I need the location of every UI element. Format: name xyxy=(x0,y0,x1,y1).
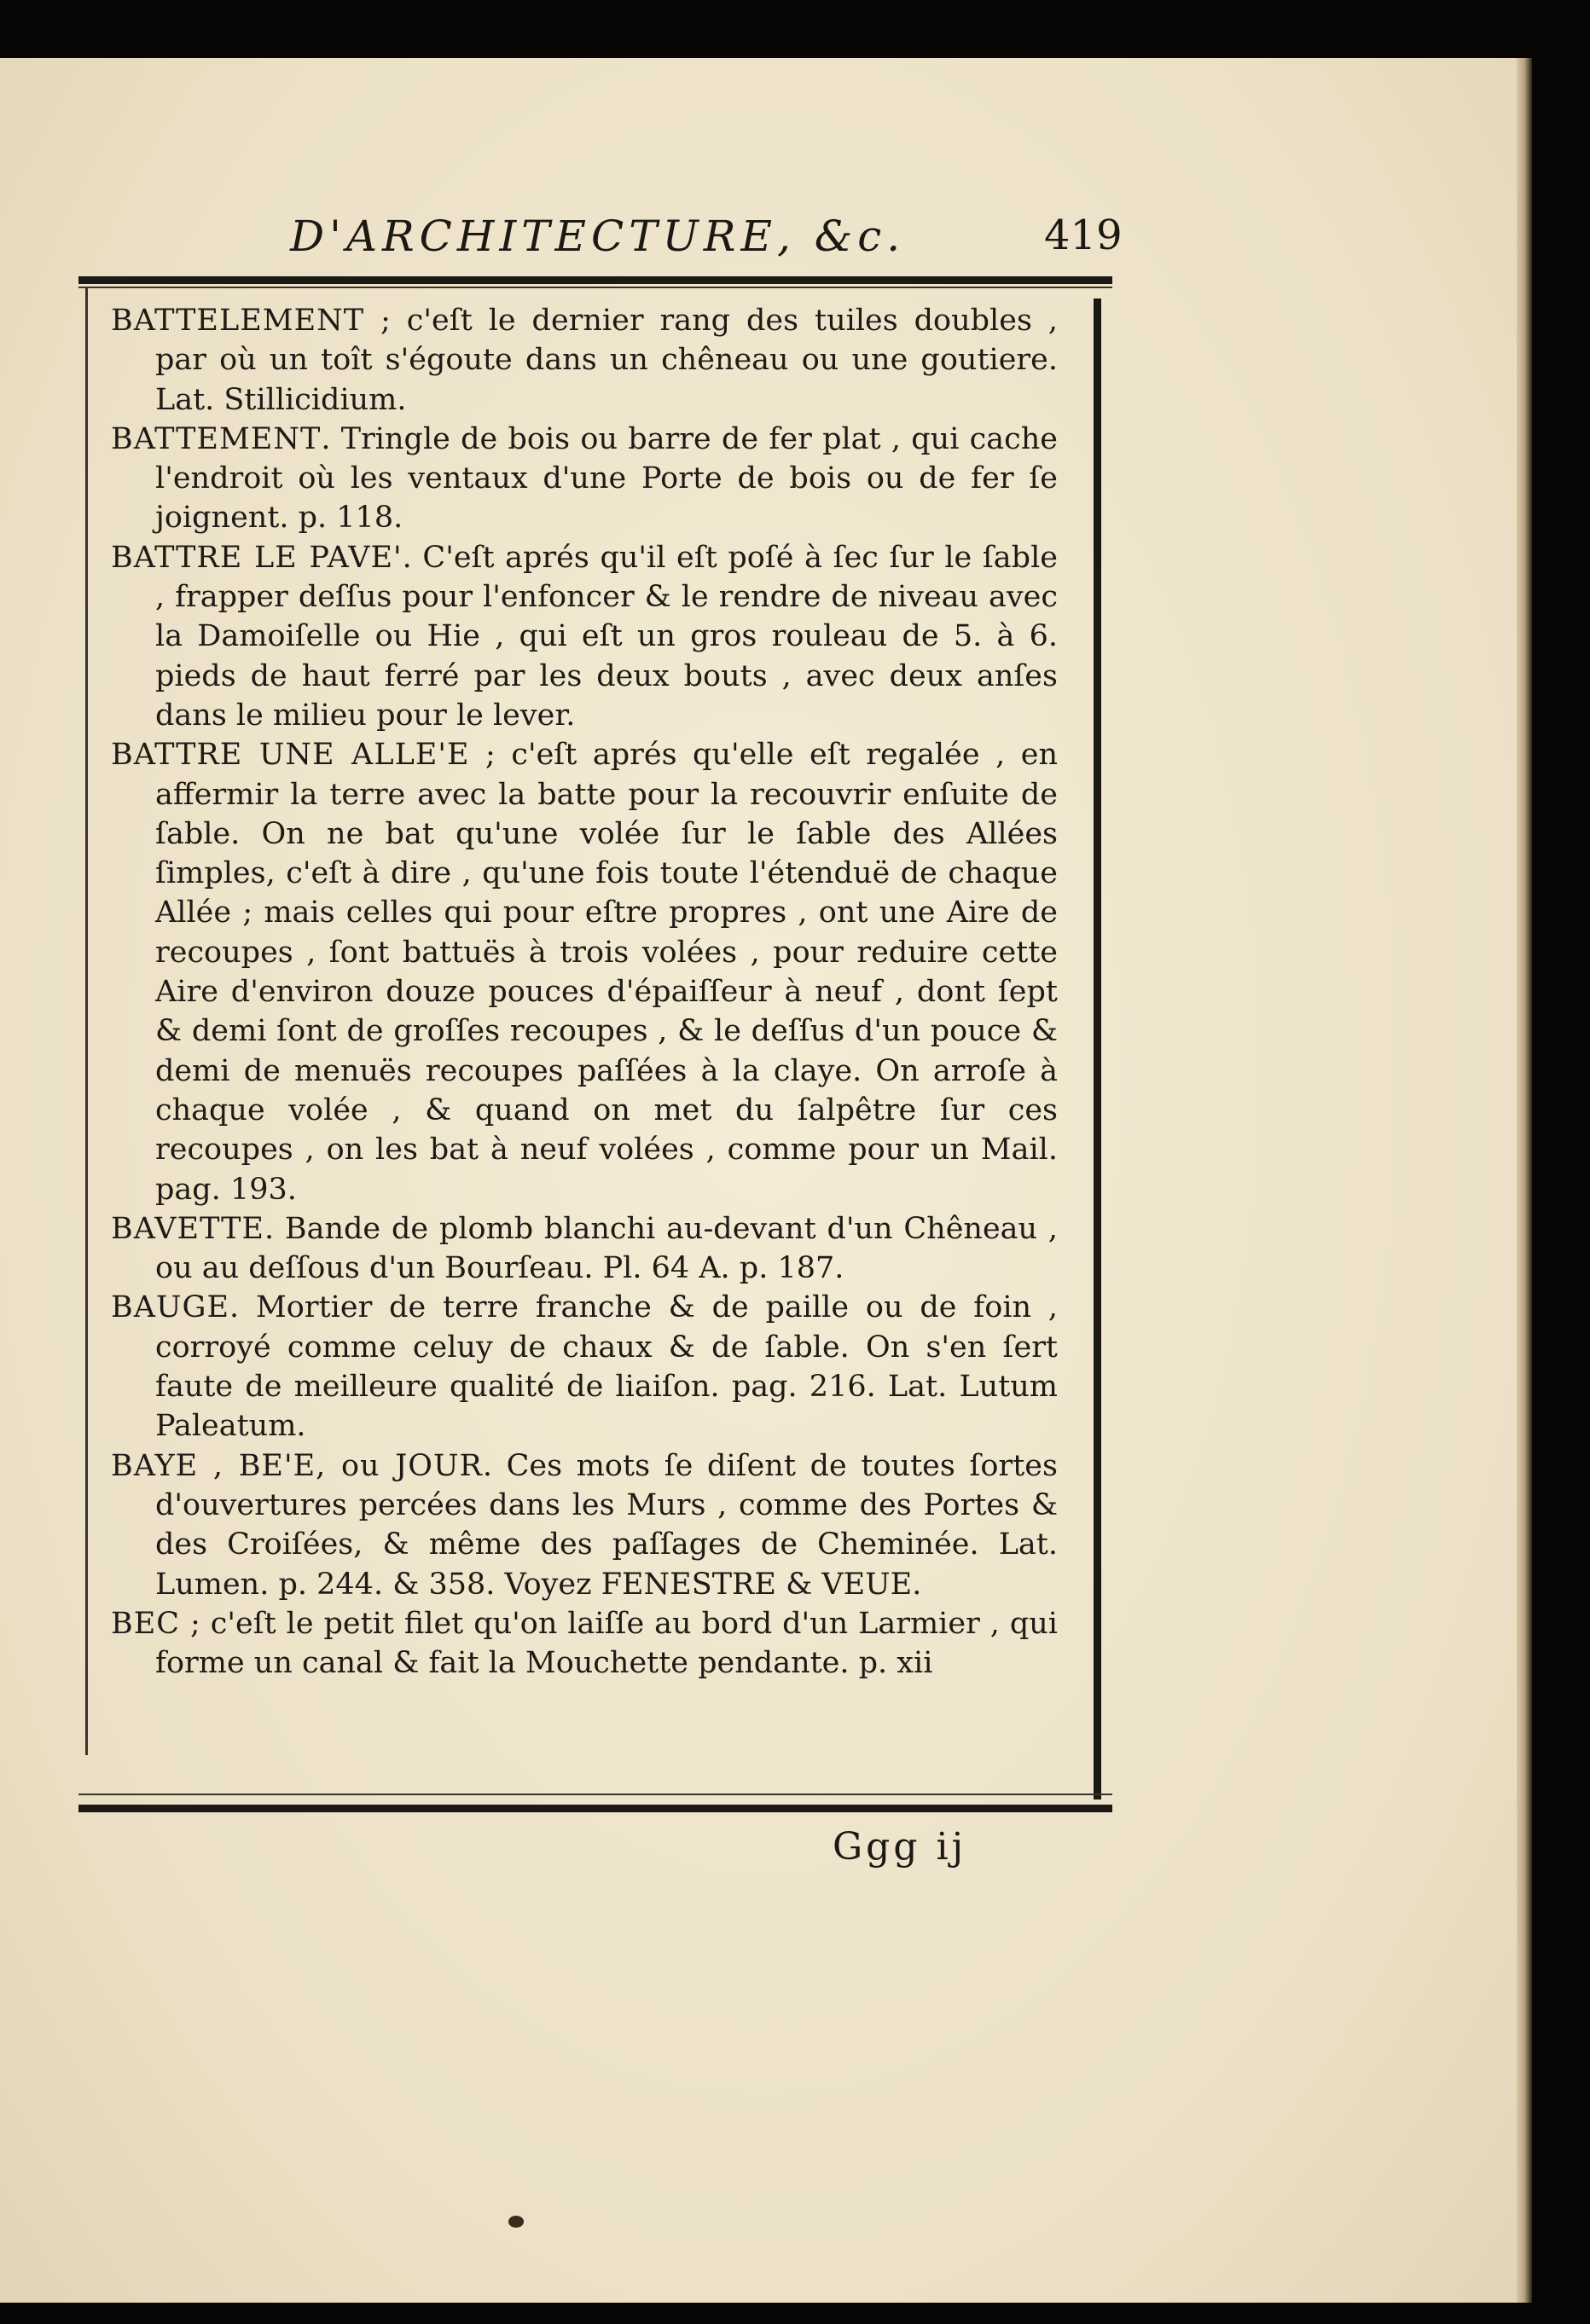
definition: ; c'eſt le dernier rang des tuiles doubles , par où un toît s'égoute dans un chêneau ou une goutiere. Lat. Stillicidium. xyxy=(155,304,1058,417)
entry-battelement xyxy=(111,301,1058,420)
entry-baye xyxy=(111,1446,1058,1604)
headword: BEC xyxy=(111,1606,181,1641)
headword: BATTRE UNE ALLE'E xyxy=(111,738,470,773)
headword: BAYE , BE'E, ou JOUR xyxy=(111,1448,483,1483)
frame-left-rule xyxy=(85,288,88,1755)
headword: BAVETTE xyxy=(111,1211,264,1246)
definition: ; c'eſt le petit filet qu'on laiſſe au bord d'un Larmier , qui forme un canal & fait la Mouchette pendante. p. xii xyxy=(155,1606,1058,1681)
frame-right-rule xyxy=(1094,298,1101,1800)
bottom-rule-thin xyxy=(78,1794,1112,1795)
headword: BAUGE xyxy=(111,1290,230,1325)
definition: ; c'eſt aprés qu'elle eſt regalée , en affermir la terre avec la batte pour la recouvrir enſuite de ſable. On ne bat qu'une volée ſur le ſable des Allées ſimples, c'eſt à dire , qu'une fois toute l'étenduë de chaque Allée ; mais celles qui pour eſtre propres , ont une Aire de recoupes , ſont battuës à trois volées , pour reduire cette Aire d'environ douze pouces d'épaiſſeur à neuf , dont ſept & demi ſont de groſſes recoupes , & le deſſus d'un pouce & demi de menuës recoupes paſſées à la claye. On arroſe à chaque volée , & quand on met du ſalpêtre ſur ces recoupes , on les bat à neuf volées , comme pour un Mail. pag. 193. xyxy=(155,738,1058,1207)
dictionary-column xyxy=(111,301,1058,1683)
page-edge xyxy=(1517,58,1532,2303)
top-rule xyxy=(78,276,1112,284)
definition: . Ces mots ſe diſent de toutes ſortes d'ouvertures percées dans les Murs , comme des Portes & des Croiſées, & même des paſſages de Cheminée. Lat. Lumen. p. 244. & 358. Voyez FENESTRE & VEUE. xyxy=(155,1448,1058,1602)
definition: . C'eſt aprés qu'il eſt poſé à ſec ſur le ſable , frapper deſſus pour l'enfoncer & le rendre de niveau avec la Damoiſelle ou Hie , qui eſt un gros rouleau de 5. à 6. pieds de haut ferré par les deux bouts , avec deux anſes dans le milieu pour le lever. xyxy=(155,540,1058,733)
entry-battement xyxy=(111,420,1058,538)
bottom-rule xyxy=(78,1805,1112,1812)
definition: . Mortier de terre franche & de paille ou de foin , corroyé comme celuy de chaux & de ſable. On s'en ſert faute de meilleure qualité de liaiſon. pag. 216. Lat. Lutum Paleatum. xyxy=(155,1290,1058,1444)
headword: BATTEMENT xyxy=(111,421,322,456)
page-number: 419 xyxy=(1044,212,1123,259)
running-head: D'ARCHITECTURE, &c. xyxy=(290,212,906,261)
definition: . Bande de plomb blanchi au-devant d'un Chêneau , ou au deſſous d'un Bourſeau. Pl. 64 A. p. 187. xyxy=(155,1211,1058,1286)
signature-mark: Ggg ij xyxy=(833,1825,967,1869)
definition: . Tringle de bois ou barre de fer plat , qui cache l'endroit où les ventaux d'une Porte de bois ou de fer ſe joignent. p. 118. xyxy=(155,421,1058,536)
entry-bavette xyxy=(111,1209,1058,1289)
headword: BATTELEMENT xyxy=(111,304,365,338)
headword: BATTRE LE PAVE' xyxy=(111,540,403,575)
top-rule-thin xyxy=(78,287,1112,288)
ink-stain xyxy=(508,2216,524,2228)
entry-battre-le-pave xyxy=(111,538,1058,735)
entry-battre-une-allee xyxy=(111,735,1058,1209)
entry-bec xyxy=(111,1604,1058,1684)
entry-bauge xyxy=(111,1288,1058,1446)
